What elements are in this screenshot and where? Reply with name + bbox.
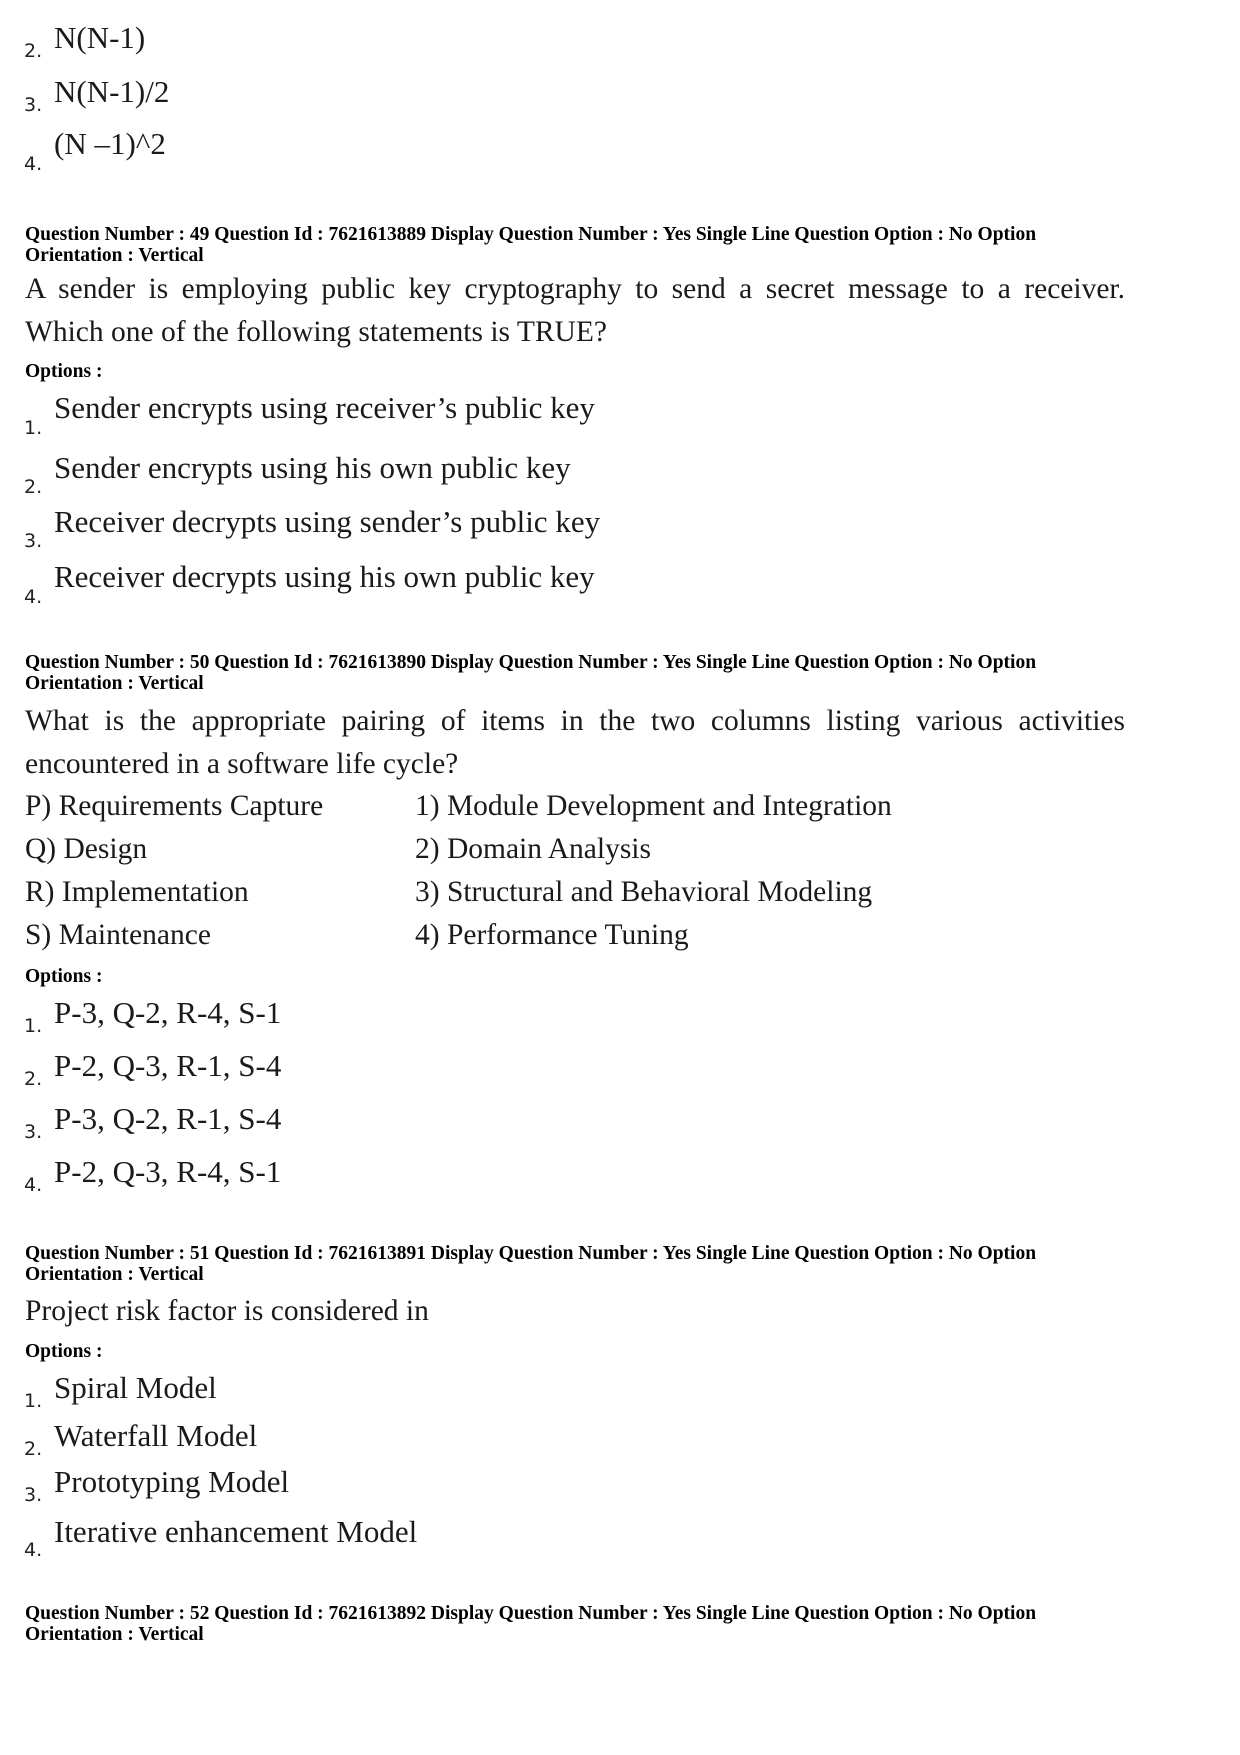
option-4 [24,559,1124,607]
option-text: Receiver decrypts using his own public key [54,559,595,594]
prev-option-3 [24,74,1124,122]
question-meta-50 [25,652,1145,694]
option-number: 4. [24,1174,43,1196]
meta-line: Question Number : 51 Question Id : 7621613891 Display Question Number : Yes Single Line Question Option : No Option [25,1243,1037,1264]
option-text: Prototyping Model [54,1464,290,1499]
option-text: Receiver decrypts using sender’s public key [54,504,601,539]
match-item: S) Maintenance [25,919,211,951]
option-text: P-2, Q-3, R-1, S-4 [54,1048,282,1083]
option-text: Waterfall Model [54,1418,258,1453]
prev-option-2 [24,20,1124,68]
option-text: P-3, Q-2, R-1, S-4 [54,1101,282,1136]
option-text: Spiral Model [54,1370,217,1405]
meta-line: Question Number : 50 Question Id : 7621613890 Display Question Number : Yes Single Line Question Option : No Option [25,652,1037,673]
options-label: Options : [25,1341,103,1362]
option-text: Sender encrypts using his own public key [54,450,571,485]
question-meta-49 [25,224,1145,266]
option-text: P-3, Q-2, R-4, S-1 [54,995,282,1030]
option-number: 4. [24,1539,43,1561]
option-2 [24,450,1124,498]
options-label: Options : [25,966,103,987]
match-item: Q) Design [25,833,148,865]
match-item: 3) Structural and Behavioral Modeling [415,876,873,908]
option-1 [24,1370,1124,1418]
meta-line: Orientation : Vertical [25,1264,204,1285]
option-text: N(N-1) [54,20,146,55]
match-item: R) Implementation [25,876,249,908]
meta-line: Orientation : Vertical [25,673,204,694]
question-meta-52 [25,1603,1145,1645]
meta-line: Orientation : Vertical [25,245,204,266]
option-number: 4. [24,586,43,608]
option-4 [24,1514,1124,1562]
match-item: 4) Performance Tuning [415,919,689,951]
question-text-51: Project risk factor is considered in [25,1295,429,1327]
meta-line: Orientation : Vertical [25,1624,204,1645]
option-number: 4. [24,153,43,175]
meta-line: Question Number : 52 Question Id : 7621613892 Display Question Number : Yes Single Line Question Option : No Option [25,1603,1037,1624]
option-number: 3. [24,94,43,116]
option-text: (N –1)^2 [54,126,166,161]
option-number: 1. [24,417,43,439]
question-text-50: What is the appropriate pairing of items in the two columns listing various activities encountered in a software life cycle? [25,705,1125,780]
question-meta-51 [25,1243,1145,1285]
option-text: N(N-1)/2 [54,74,170,109]
option-number: 2. [24,1438,43,1460]
option-number: 3. [24,530,43,552]
prev-option-4 [24,126,1124,174]
option-text: Iterative enhancement Model [54,1514,418,1549]
options-label: Options : [25,361,103,382]
match-item: 1) Module Development and Integration [415,790,892,822]
question-text-49: A sender is employing public key cryptography to send a secret message to a receiver. Which one of the following statements is TRUE? [25,273,1125,348]
option-1 [24,995,1124,1043]
option-3 [24,1464,1124,1512]
option-text: Sender encrypts using receiver’s public key [54,390,595,425]
option-1 [24,390,1124,438]
option-number: 1. [24,1015,43,1037]
option-number: 2. [24,1068,43,1090]
match-left-column [25,785,323,957]
option-2 [24,1048,1124,1096]
option-number: 2. [24,476,43,498]
option-number: 3. [24,1121,43,1143]
option-text: P-2, Q-3, R-4, S-1 [54,1154,282,1189]
option-3 [24,504,1124,552]
meta-line: Question Number : 49 Question Id : 7621613889 Display Question Number : Yes Single Line Question Option : No Option [25,224,1037,245]
match-right-column [415,785,892,957]
option-4 [24,1154,1124,1202]
option-number: 3. [24,1484,43,1506]
option-number: 2. [24,40,43,62]
match-item: P) Requirements Capture [25,790,324,822]
option-2 [24,1418,1124,1466]
option-number: 1. [24,1390,43,1412]
match-item: 2) Domain Analysis [415,833,651,865]
option-3 [24,1101,1124,1149]
